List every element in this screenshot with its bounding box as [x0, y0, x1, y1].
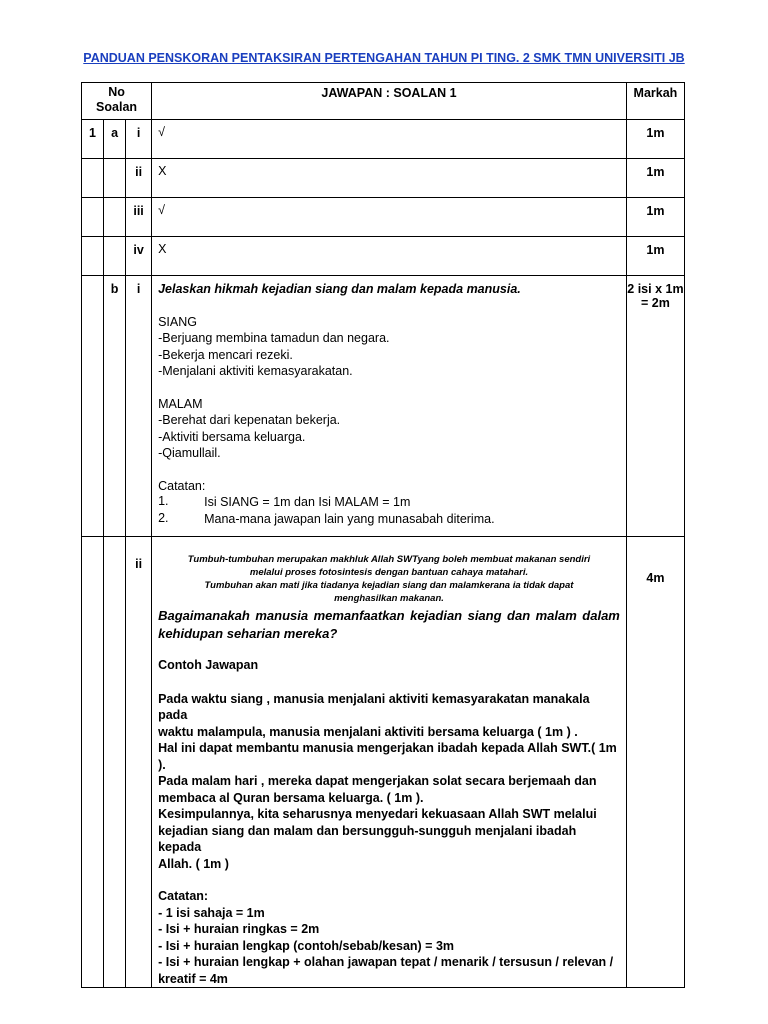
document-title: PANDUAN PENSKORAN PENTAKSIRAN PERTENGAHAN TAHUN PI TING. 2 SMK TMN UNIVERSITI JB [83, 51, 685, 65]
table-row [82, 237, 685, 276]
header-no: No [108, 85, 125, 99]
answer-cell: √ [152, 198, 627, 237]
sub-question: a [104, 120, 126, 159]
siang-point: -Bekerja mencari rezeki. [158, 347, 293, 362]
question-text: Jelaskan hikmah kejadian siang dan malam kepada manusia. [158, 282, 521, 296]
catatan-line: - Isi + huraian ringkas = 2m [158, 922, 320, 936]
answer-line: kejadian siang dan malam dan bersungguh-sungguh menjalani ibadah kepada [158, 823, 577, 854]
answer-cell: √ [152, 120, 627, 159]
malam-point: -Aktiviti bersama keluarga. [158, 429, 306, 444]
header-mark: Markah [626, 83, 684, 120]
catatan-line: - Isi + huraian lengkap + olahan jawapan tepat / menarik / tersusun / relevan / [158, 955, 614, 969]
header-answer: JAWAPAN : SOALAN 1 [152, 83, 627, 120]
answer-line: waktu malampula, manusia menjalani aktiviti bersama keluarga ( 1m ) . [158, 724, 578, 739]
answer-line: Allah. ( 1m ) [158, 856, 229, 871]
catatan-number: 1. [158, 494, 169, 508]
table-row [82, 159, 685, 198]
mark-line: = 2m [641, 296, 670, 310]
siang-point: -Berjuang membina tamadun dan negara. [158, 331, 390, 345]
sub-question [104, 198, 126, 237]
catatan-number: 2. [158, 510, 169, 525]
roman-number: ii [126, 159, 152, 198]
catatan-title: Catatan: [158, 478, 206, 493]
stimulus-line: menghasilkan makanan. [334, 593, 444, 604]
question-number [82, 276, 104, 537]
stimulus-line: melalui proses fotosintesis dengan bantuan cahaya matahari. [249, 567, 529, 578]
roman-number: ii [126, 537, 152, 988]
catatan-text: Mana-mana jawapan lain yang munasabah diterima. [204, 511, 495, 526]
mark-cell [626, 276, 684, 537]
answer-line: Pada waktu siang , manusia menjalani aktiviti kemasyarakatan manakala pada [158, 691, 590, 722]
mark-cell: 4m [626, 537, 684, 988]
table-row [82, 198, 685, 237]
roman-number: iv [126, 237, 152, 276]
table-header-row [82, 83, 685, 120]
answer-cell: X [152, 159, 627, 198]
mark-cell: 1m [626, 237, 684, 276]
catatan-text: Isi SIANG = 1m dan Isi MALAM = 1m [204, 495, 411, 509]
mark-cell: 1m [626, 159, 684, 198]
question-number [82, 159, 104, 198]
catatan-item [158, 494, 620, 511]
catatan-line: - 1 isi sahaja = 1m [158, 905, 265, 920]
answer-line: Kesimpulannya, kita seharusnya menyedari kekuasaan Allah SWT melalui [158, 807, 597, 821]
question-text: Bagaimanakah manusia memanfaatkan kejadian siang dan malam dalam kehidupan seharian mereka? [158, 608, 620, 641]
malam-point: -Qiamullail. [158, 446, 221, 460]
answer-line: Hal ini dapat membantu manusia mengerjakan ibadah kepada Allah SWT.( 1m ). [158, 741, 617, 772]
question-number: 1 [82, 120, 104, 159]
roman-number: i [126, 120, 152, 159]
table-row [82, 120, 685, 159]
roman-number: iii [126, 198, 152, 237]
answer-line: Pada malam hari , mereka dapat mengerjakan solat secara berjemaah dan [158, 774, 597, 788]
question-number [82, 237, 104, 276]
sub-question: b [104, 276, 126, 537]
question-number [82, 537, 104, 988]
mark-line: 2 isi x 1m [627, 282, 684, 296]
mark-cell: 1m [626, 120, 684, 159]
answer-line: membaca al Quran bersama keluarga. ( 1m ). [158, 790, 424, 805]
table-row [82, 276, 685, 537]
catatan-line: - Isi + huraian lengkap (contoh/sebab/kesan) = 3m [158, 938, 455, 953]
contoh-title: Contoh Jawapan [158, 658, 259, 672]
answer-cell [152, 276, 627, 537]
mark-cell: 1m [626, 198, 684, 237]
stimulus-line: Tumbuh-tumbuhan merupakan makhluk Allah SWTyang boleh membuat makanan sendiri [187, 554, 591, 565]
malam-title: MALAM [158, 396, 203, 411]
answer-cell: X [152, 237, 627, 276]
sub-question [104, 537, 126, 988]
catatan-title: Catatan: [158, 889, 209, 903]
roman-number: i [126, 276, 152, 537]
table-row [82, 537, 685, 988]
header-no-soalan [82, 83, 152, 120]
siang-title: SIANG [158, 314, 197, 329]
catatan-line: kreatif = 4m [158, 971, 228, 986]
catatan-item [158, 511, 620, 528]
question-number [82, 198, 104, 237]
sub-question [104, 237, 126, 276]
header-soalan: Soalan [96, 100, 138, 114]
malam-point: -Berehat dari kepenatan bekerja. [158, 413, 341, 427]
sub-question [104, 159, 126, 198]
marking-scheme-table [81, 82, 685, 988]
siang-point: -Menjalani aktiviti kemasyarakatan. [158, 364, 353, 378]
stimulus-line: Tumbuhan akan mati jika tiadanya kejadian siang dan malamkerana ia tidak dapat [204, 580, 574, 591]
answer-cell [152, 537, 627, 988]
